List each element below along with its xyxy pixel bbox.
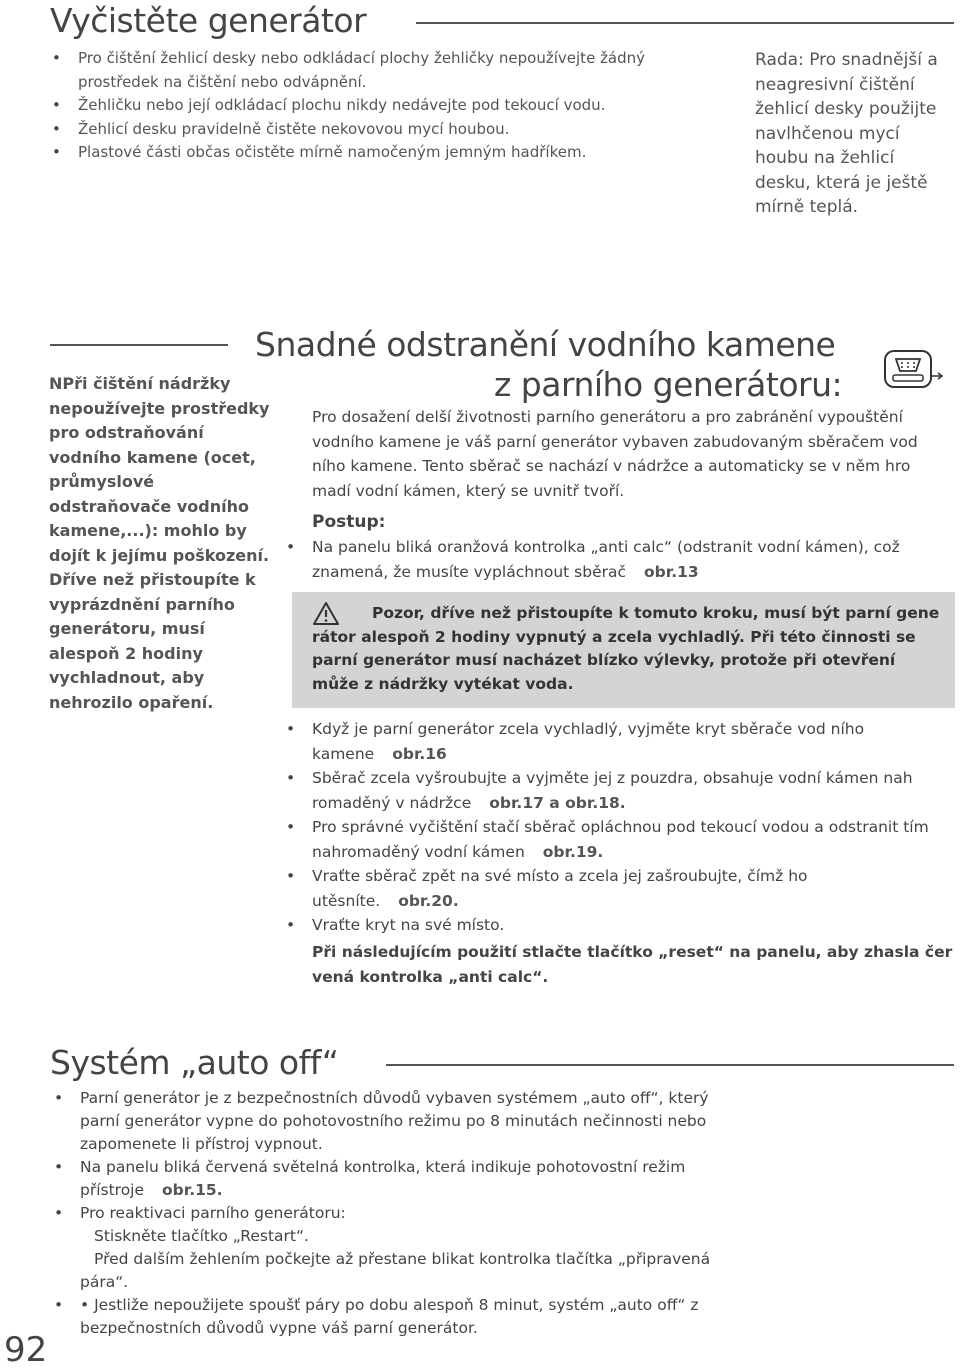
clean-bullet-list bbox=[52, 47, 727, 165]
cleaning-tip: Rada: Pro snadnější a neagresivní čištění žehlicí desky použijte navlhčenou mycí houbu na žehlicí desku, která je ještě mírně teplá. bbox=[755, 50, 938, 217]
list-item bbox=[54, 1156, 734, 1202]
list-item bbox=[54, 1202, 734, 1294]
section-title-descaling-line1: Snadné odstranění vodního kamene bbox=[255, 325, 836, 364]
list-item: • Plastové části občas očistěte mírně namočeným jemným hadříkem. bbox=[52, 141, 727, 165]
figure-ref: obr.13 bbox=[644, 562, 699, 581]
list-item bbox=[286, 864, 954, 913]
title-rule bbox=[416, 22, 954, 24]
list-item: • Žehličku nebo její odkládací plochu nikdy nedávejte pod tekoucí vodu. bbox=[52, 94, 727, 118]
procedure-label: Postup: bbox=[312, 512, 386, 532]
descaling-intro: Pro dosažení delší životnosti parního generátoru a pro zabránění vypouštění vodního kamene je váš parní generátor vybaven zabudovaným sběračem vod ního kamene. Tento sběrač se nachází v nádržce a automaticky se v něm hro madí vodní kámen, který se uvnitř tvoří. bbox=[312, 408, 918, 500]
anti-calc-collector-icon bbox=[882, 349, 944, 391]
auto-off-list bbox=[54, 1087, 734, 1340]
section-title-auto-off: Systém „auto off“ bbox=[50, 1043, 339, 1082]
sidebar-rule bbox=[50, 344, 228, 346]
figure-ref: obr.20. bbox=[398, 891, 459, 910]
step-text: Sběrač zcela vyšroubujte a vyjměte jej z pouzdra, obsahuje vodní kámen nah romaděný v nádržce bbox=[312, 769, 913, 812]
descaling-steps bbox=[286, 717, 954, 938]
step-text: Vraťte sběrač zpět na své místo a zcela jej zašroubujte, čímž ho utěsníte. bbox=[312, 867, 808, 910]
warning-text: Pozor, dříve než přistoupíte k tomuto kroku, musí být parní gene rátor alespoň 2 hodiny vypnutý a zcela vychladlý. Při této činnosti se parní generátor musí nacházet blízko výlevky, protože při otevření může z nádržky vytékat voda. bbox=[312, 604, 940, 693]
warning-triangle-icon bbox=[312, 601, 340, 626]
section-title-clean-generator: Vyčistěte generátor bbox=[50, 1, 367, 40]
list-item: • Žehlicí desku pravidelně čistěte nekovovou mycí houbou. bbox=[52, 118, 727, 142]
auto-off-text: Stiskněte tlačítko „Restart“. bbox=[94, 1227, 309, 1245]
step-text: Když je parní generátor zcela vychladlý, vyjměte kryt sběrače vod ního kamene bbox=[312, 720, 865, 763]
list-item bbox=[286, 815, 954, 864]
page-number: 92 bbox=[4, 1330, 48, 1370]
list-item bbox=[286, 766, 954, 815]
auto-off-text: Na panelu bliká červená světelná kontrolka, která indikuje pohotovostní režim přístroje bbox=[80, 1158, 686, 1199]
figure-ref: obr.15. bbox=[162, 1181, 223, 1199]
auto-off-text: • Pro reaktivaci parního generátoru: bbox=[80, 1204, 346, 1222]
list-item: • Parní generátor je z bezpečnostních důvodů vybaven systémem „auto off“, který parní generátor vypne do pohotovostního režimu po 8 minutách nečinnosti nebo zapomenete li přístroj vypnout. bbox=[54, 1087, 734, 1156]
figure-ref: obr.19. bbox=[542, 842, 604, 861]
section-title-descaling-line2: z parního generátoru: bbox=[494, 365, 843, 404]
step1-list bbox=[286, 535, 954, 584]
warning-box bbox=[292, 592, 955, 708]
auto-off-text: Před dalším žehlením počkejte až přestane blikat kontrolka tlačítka „připravená pára“. bbox=[80, 1250, 711, 1291]
list-item bbox=[286, 913, 954, 938]
sidebar-warning: NPři čištění nádržky nepoužívejte prostředky pro odstraňování vodního kamene (ocet, průmyslové odstraňovače vodního kamene,...): mohlo by dojít k jejímu poškození. Dříve než přistoupíte k vyprázdnění parního generátoru, musí alespoň 2 hodiny vychladnout, aby nehrozilo opaření. bbox=[49, 374, 270, 712]
list-item bbox=[286, 717, 954, 766]
list-item: • Pro čištění žehlicí desky nebo odkládací plochy žehličky nepoužívejte žádný prostředek na čištění nebo odvápnění. bbox=[52, 47, 727, 94]
reset-instruction: Při následujícím použití stlačte tlačítko „reset“ na panelu, aby zhasla čer vená kontrolka „anti calc“. bbox=[312, 943, 953, 986]
list-item bbox=[286, 535, 954, 584]
figure-ref: obr.17 a obr.18. bbox=[489, 793, 626, 812]
title-rule bbox=[386, 1064, 954, 1066]
figure-ref: obr.16 bbox=[392, 744, 447, 763]
step-text: Vraťte kryt na své místo. bbox=[312, 916, 505, 934]
step-text: Pro správné vyčištění stačí sběrač opláchnou pod tekoucí vodou a odstranit tím nahromaděný vodní kámen bbox=[312, 818, 929, 861]
step1-text: Na panelu bliká oranžová kontrolka „anti calc“ (odstranit vodní kámen), což znamená, že musíte vypláchnout sběrač bbox=[312, 538, 900, 581]
list-item: • • Jestliže nepoužijete spoušť páry po dobu alespoň 8 minut, systém „auto off“ z bezpečnostních důvodů vypne váš parní generátor. bbox=[54, 1294, 734, 1340]
